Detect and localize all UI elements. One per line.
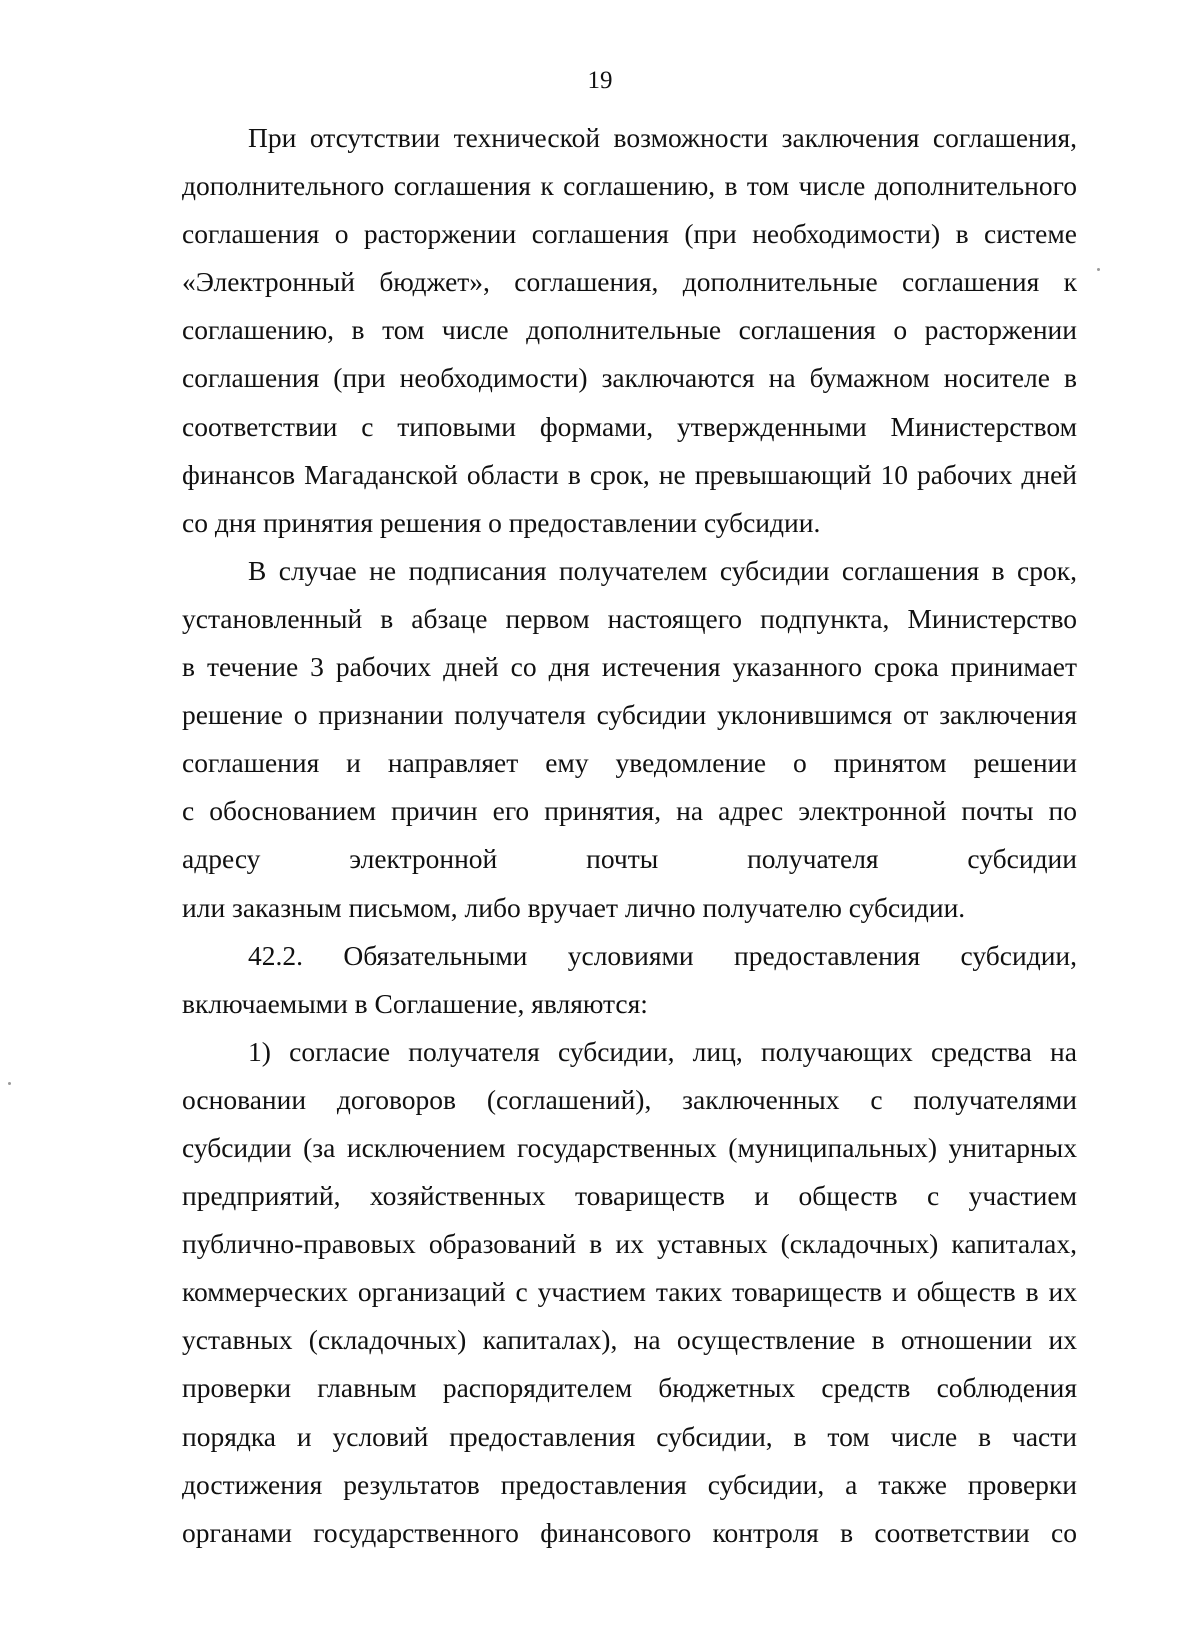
- text-line: публично-правовых образований в их уставных (складочных) капиталах,: [182, 1228, 1077, 1260]
- text-line: коммерческих организаций с участием таких товариществ и обществ в их: [182, 1276, 1077, 1308]
- scan-speck: [8, 1082, 11, 1085]
- text-line: соглашения (при необходимости) заключаются на бумажном носителе в: [182, 362, 1077, 394]
- text-line: органами государственного финансового контроля в соответствии со: [182, 1516, 1077, 1548]
- text-line: соответствии с типовыми формами, утвержденными Министерством: [182, 410, 1077, 442]
- text-line: решение о признании получателя субсидии уклонившимся от заключения: [182, 699, 1077, 731]
- text-line: При отсутствии технической возможности заключения соглашения,: [248, 122, 1077, 153]
- text-line: или заказным письмом, либо вручает лично получателю субсидии.: [182, 891, 966, 923]
- text-line: проверки главным распорядителем бюджетных средств соблюдения: [182, 1372, 1077, 1404]
- text-line: предприятий, хозяйственных товариществ и обществ с участием: [182, 1180, 1077, 1212]
- scan-speck: [1097, 268, 1100, 271]
- text-line: адресу электронной почты получателя субсидии: [182, 843, 1077, 875]
- text-line: соглашению, в том числе дополнительные соглашения о расторжении: [182, 314, 1077, 346]
- text-line: 1) согласие получателя субсидии, лиц, получающих средства на: [248, 1035, 1077, 1067]
- text-line: с обоснованием причин его принятия, на адрес электронной почты по: [182, 795, 1077, 827]
- text-line: в течение 3 рабочих дней со дня истечения указанного срока принимает: [182, 651, 1077, 683]
- text-line: включаемыми в Соглашение, являются:: [182, 987, 648, 1019]
- text-line: 42.2. Обязательными условиями предоставления субсидии,: [248, 939, 1077, 971]
- text-line: В случае не подписания получателем субсидии соглашения в срок,: [248, 554, 1077, 586]
- page-number: 19: [587, 67, 613, 94]
- text-line: со дня принятия решения о предоставлении субсидии.: [182, 506, 821, 538]
- text-line: дополнительного соглашения к соглашению, в том числе дополнительного: [182, 170, 1077, 202]
- text-line: финансов Магаданской области в срок, не превышающий 10 рабочих дней: [182, 458, 1077, 490]
- text-line: соглашения и направляет ему уведомление о принятом решении: [182, 747, 1077, 779]
- text-line: «Электронный бюджет», соглашения, дополнительные соглашения к: [182, 266, 1077, 298]
- text-line: субсидии (за исключением государственных (муниципальных) унитарных: [182, 1131, 1077, 1163]
- text-line: порядка и условий предоставления субсидии, в том числе в части: [182, 1420, 1077, 1452]
- text-line: достижения результатов предоставления субсидии, а также проверки: [182, 1468, 1077, 1500]
- text-line: уставных (складочных) капиталах), на осуществление в отношении их: [182, 1324, 1077, 1356]
- text-line: установленный в абзаце первом настоящего подпункта, Министерство: [182, 602, 1077, 634]
- text-line: соглашения о расторжении соглашения (при необходимости) в системе: [182, 218, 1077, 250]
- text-line: основании договоров (соглашений), заключенных с получателями: [182, 1083, 1077, 1115]
- document-body: [182, 114, 1077, 1557]
